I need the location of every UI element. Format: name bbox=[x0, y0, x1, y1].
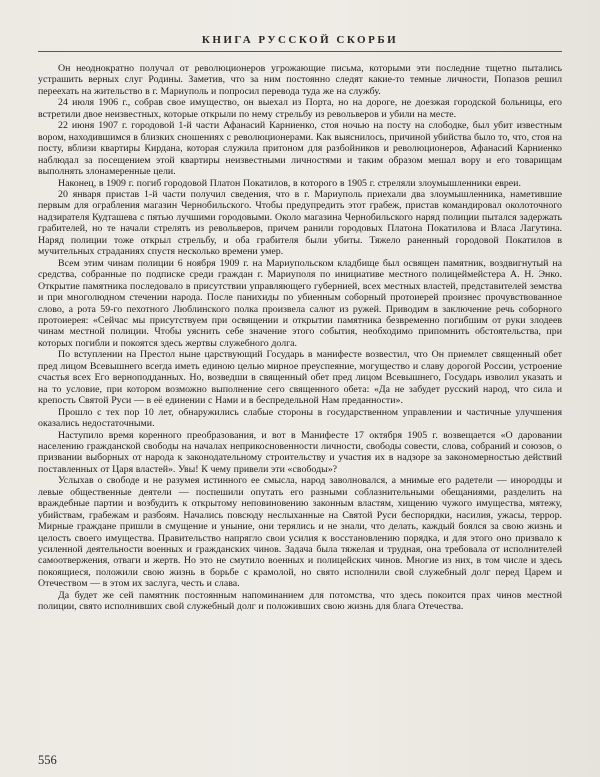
paragraph: 22 июня 1907 г. городовой 1-й части Афанасий Карниенко, стоя ночью на посту на слободке, был убит известным вором, находившимся в близких сношениях с революционерами. Как выяснилось, причиной убийства было то, что, стоя на посту, вблизи квартиры Кирдана, которая служила притоном для разбойников и революционеров, Афанасий Карниенко наблюдал за посещением этой квартиры неизвестными личностями и таким образом мешал вору и его товарищам выполнять злонамеренные цели. bbox=[38, 120, 562, 178]
running-head-title: КНИГА РУССКОЙ СКОРБИ bbox=[38, 34, 562, 52]
paragraph: Прошло с тех пор 10 лет, обнаружились слабые стороны в государственном управлении и частичные улучшения оказались недостаточными. bbox=[38, 406, 562, 430]
text-block bbox=[38, 63, 562, 751]
paragraph: 24 июля 1906 г., собрав свое имущество, он выехал из Порта, но на дороге, не доезжая городской больницы, его встретили двое неизвестных, которые открыли по нему стрельбу из револьверов и убили на месте. bbox=[38, 97, 562, 120]
paragraph: Услыхав о свободе и не разумея истинного ее смысла, народ заволновался, а мнимые его радетели — инородцы и левые общественные деятели — поспешили опутать его разными соблазнительными обещаниями, разделить на враждебные партии и возбудить к открытому неповиновению законным властям, хищению чужого имущества, мятежу, убийствам, грабежам и разбоям. Начались повсюду неслыханные на Святой Руси беспорядки, насилия, ужасы, террор. Мирные граждане пришли в смущение и уныние, они терялись и не знали, что делать, каждый боялся за свою жизнь и целость своего имущества. Правительство напрягло свои усилия к восстановлению порядка, и для этого оно призвало к усиленной деятельности военных и гражданских чинов. Задача была тяжелая и трудная, она требовала от исполнителей самоотвержения, отваги и жертв. Но это не смутило военных и полицейских чинов. Многие из них, в том числе и здесь покоящиеся, положили свою жизнь в борьбе с крамолой, но свято исполнили свой служебный долг перед Царем и Отечеством — в этом их заслуга, честь и слава. bbox=[38, 475, 562, 590]
paragraph: По вступлении на Престол ныне царствующий Государь в манифесте возвестил, что Он приемлет священный обет пред лицом Всевышнего всегда иметь единою целью мирное преуспеяние, могущество и славу дорогой России, устроение счастья всех Его верноподданных. Но, возведши в священный обет пред лицом Всевышнего, Государь изволил указать и на то условие, при котором возможно выполнение сего священного обета: «Да не забудет русский народ, что сила и крепость Святой Руси — в её единении с Нами и в беспредельной Нам преданности». bbox=[38, 349, 562, 407]
page-number: 556 bbox=[38, 753, 57, 767]
paragraph: Он неоднократно получал от революционеров угрожающие письма, которыми эти последние тщетно пытались устрашить верных слуг Родины. Заметив, что за ним постоянно следят какие-то темные личности, Попазов решил переехать на жительство в г. Мариуполь и попросил перевода туда же на службу. bbox=[38, 63, 562, 97]
paragraph: 20 января пристав 1-й части получил сведения, что в г. Мариуполь приехали два злоумышленника, наметившие первым для ограбления магазин Чернобильского. Чтобы предупредить этот грабеж, пристав командировал околоточного надзирателя Кудташева с пятью лучшими городовыми. Около магазина Чернобильского наряд полиции пытался задержать грабителей, но те начали стрелять из револьверов, причем ранили городовых Платона Покатилова и Власа Лагутина. Наряд полиции тоже открыл стрельбу, и оба грабителя были убиты. Тяжело раненный городовой Покатилов в мучительных страданиях спустя несколько времени умер. bbox=[38, 188, 562, 258]
paragraph: Да будет же сей памятник постоянным напоминанием для потомства, что здесь покоится прах чинов местной полиции, свято исполнивших свой служебный долг и положивших свою жизнь для блага Отечества. bbox=[38, 589, 562, 613]
paragraph: Наступило время коренного преобразования, и вот в Манифесте 17 октября 1905 г. возвещается «О даровании населению гражданской свободы на началах неприкосновенности личности, свободы совести, слова, собраний и союзов, о призвании выборных от народа к законодательному строительству и участия их в надзоре за закономерностью действий поставленных от Царя властей». Увы! К чему привели эти «свободы»? bbox=[38, 429, 562, 475]
paragraph: Всем этим чинам полиции 6 ноября 1909 г. на Мариупольском кладбище был освящен памятник, воздвигнутый на средства, собранные по подписке среди граждан г. Мариуполя по инициативе местного полицеймейстера А. Н. Энко. Открытие памятника последовало в присутствии управляющего губернией, всех местных властей, представителей земства и при многолюдном стечении народа. После панихиды по убиенным соборный протоиерей произнес прочувствованное слово, а рота 59-го пехотного Люблинского полка произвела салют из ружей. Приводим в заключение речь соборного протоиерея: «Сейчас мы присутствуем при освящении и открытии памятника безвременно погибшим от руки злодеев чинам местной полиции. Чтобы уяснить себе значение этого события, необходимо припомнить обстоятельства, при которых погибли и покоятся здесь жертвы служебного долга. bbox=[38, 257, 562, 349]
paragraph: Наконец, в 1909 г. погиб городовой Платон Покатилов, в которого в 1905 г. стреляли злоумышленники евреи. bbox=[58, 177, 521, 189]
